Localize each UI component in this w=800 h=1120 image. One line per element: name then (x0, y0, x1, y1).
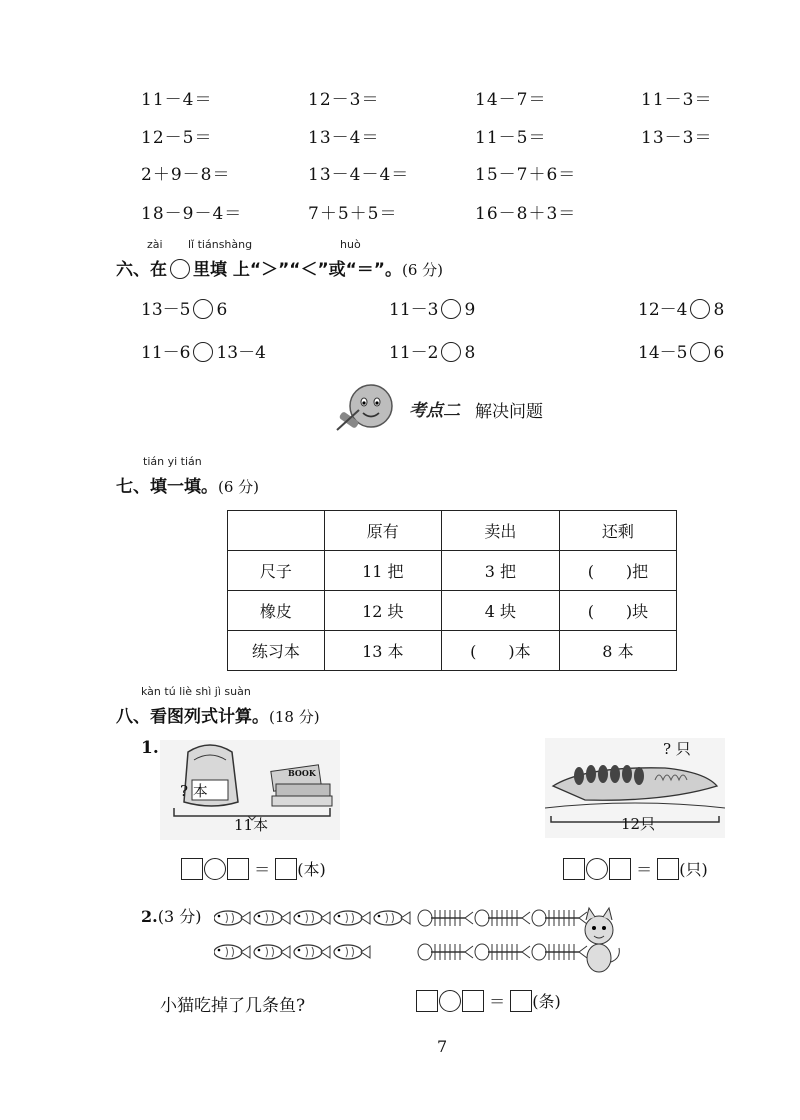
fish-icon (254, 911, 290, 925)
fish-bone-icon (475, 944, 530, 960)
table-cell: 橡皮 (228, 591, 325, 631)
answer-box[interactable] (657, 858, 679, 880)
compare-circle[interactable] (441, 299, 461, 319)
comparison-right: 6 (216, 300, 228, 320)
table-header-row (228, 511, 677, 551)
q2-answer: ＝ (条) (416, 989, 561, 1012)
fill-table (227, 510, 677, 671)
fish-icon (294, 911, 330, 925)
table-cell: 11 把 (324, 551, 441, 591)
fish-icon (254, 945, 290, 959)
answer-box[interactable] (416, 990, 438, 1012)
answer-box[interactable] (227, 858, 249, 880)
equation: 11－3＝ (641, 90, 713, 110)
equation: 18－9－4＝ (141, 204, 243, 224)
table-cell: 尺子 (228, 551, 325, 591)
equation: 2＋9－8＝ (141, 165, 231, 185)
comparison-left: 11－6 (141, 343, 191, 363)
section6-heading: 六、在 里填 上“＞”“＜”或“＝”。(6 分) (116, 260, 443, 280)
answer-circle[interactable] (439, 990, 461, 1012)
total-left-label: 11本 (234, 816, 269, 834)
bag-label: ? 本 (180, 782, 208, 800)
table-cell (228, 511, 325, 551)
comparison-left: 14－5 (638, 343, 688, 363)
table-row (228, 631, 677, 671)
answer-box[interactable] (181, 858, 203, 880)
fish-icon (214, 945, 250, 959)
right-top-label: ? 只 (663, 740, 691, 758)
fish-icon (334, 945, 370, 959)
q1-left-answer: ＝ (本) (181, 857, 326, 880)
equation: 14－7＝ (475, 90, 547, 110)
fish-bone-icon (532, 910, 587, 926)
banner-title: 解决问题 (475, 402, 543, 422)
circle-icon (170, 259, 190, 279)
section7-heading: 七、填一填。(6 分) (116, 477, 260, 497)
equation: 13－4＝ (308, 128, 380, 148)
book-label: BOOK (288, 768, 316, 778)
table-cell: ( )块 (559, 591, 676, 631)
comparison-left: 13－5 (141, 300, 191, 320)
comparison-right: 8 (713, 300, 725, 320)
comparison-item (638, 295, 724, 320)
equation: 11－4＝ (141, 90, 213, 110)
comparison-item (638, 338, 724, 363)
comparison-right: 8 (464, 343, 476, 363)
table-cell: 练习本 (228, 631, 325, 671)
answer-box[interactable] (462, 990, 484, 1012)
fish-cat-picture (214, 900, 624, 976)
equation: 13－3＝ (641, 128, 713, 148)
equation: 16－8＋3＝ (475, 204, 577, 224)
comparison-left: 11－2 (389, 343, 439, 363)
table-cell: 8 本 (559, 631, 676, 671)
equation: 13－4－4＝ (308, 165, 410, 185)
section-banner (333, 380, 573, 440)
equation: 12－3＝ (308, 90, 380, 110)
comparison-left: 11－3 (389, 300, 439, 320)
comparison-item (389, 295, 475, 320)
compare-circle[interactable] (441, 342, 461, 362)
banner-tag: 考点二 (409, 401, 460, 421)
table-cell: 12 块 (324, 591, 441, 631)
table-cell: ( )本 (441, 631, 559, 671)
q2-question: 小猫吃掉了几条鱼? (160, 996, 306, 1016)
total-right-label: 12只 (621, 815, 656, 833)
table-cell: 4 块 (441, 591, 559, 631)
equation: 11－5＝ (475, 128, 547, 148)
fish-icon (294, 945, 330, 959)
comparison-right: 9 (464, 300, 476, 320)
fish-bone-icon (418, 944, 473, 960)
pinyin-tian-yi-tian: tián yi tián (143, 455, 202, 468)
comparison-right: 6 (713, 343, 725, 363)
fish-icon (374, 911, 410, 925)
table-cell: 13 本 (324, 631, 441, 671)
fish-bone-icon (532, 944, 587, 960)
answer-circle[interactable] (204, 858, 226, 880)
comparison-item (141, 338, 266, 363)
answer-box[interactable] (510, 990, 532, 1012)
q1-number: 1. (141, 738, 159, 758)
equation: 7＋5＋5＝ (308, 204, 398, 224)
q2-heading: 2.(3 分) (141, 907, 202, 926)
table-row (228, 591, 677, 631)
compare-circle[interactable] (193, 342, 213, 362)
cat-icon (585, 908, 619, 972)
table-cell: 3 把 (441, 551, 559, 591)
compare-circle[interactable] (193, 299, 213, 319)
answer-box[interactable] (609, 858, 631, 880)
page-number: 7 (437, 1037, 448, 1056)
equation: 15－7＋6＝ (475, 165, 577, 185)
pinyin-zai: zài (147, 238, 163, 251)
fish-bone-icon (475, 910, 530, 926)
backpack-books-picture (160, 740, 340, 840)
answer-box[interactable] (275, 858, 297, 880)
comparison-item (389, 338, 475, 363)
smiley-mascot-icon (333, 380, 403, 440)
fish-icon (334, 911, 370, 925)
compare-circle[interactable] (690, 342, 710, 362)
table-cell: 原有 (324, 511, 441, 551)
comparison-item (141, 295, 227, 320)
compare-circle[interactable] (690, 299, 710, 319)
table-cell: 卖出 (441, 511, 559, 551)
table-cell: ( )把 (559, 551, 676, 591)
comparison-right: 13－4 (216, 343, 266, 363)
answer-box[interactable] (563, 858, 585, 880)
fish-bone-icon (418, 910, 473, 926)
q1-right-answer: ＝ (只) (563, 857, 708, 880)
penguins-picture (545, 738, 725, 838)
pinyin-huo: huò (340, 238, 361, 251)
table-cell: 还剩 (559, 511, 676, 551)
equation: 12－5＝ (141, 128, 213, 148)
section8-heading: 八、看图列式计算。(18 分) (116, 707, 320, 727)
pinyin-kan-tu-lie-shi: kàn tú liè shì jì suàn (141, 685, 251, 698)
table-row (228, 551, 677, 591)
fish-icon (214, 911, 250, 925)
comparison-left: 12－4 (638, 300, 688, 320)
pinyin-li-tian-shang: lǐ tiánshàng (188, 238, 253, 251)
answer-circle[interactable] (586, 858, 608, 880)
